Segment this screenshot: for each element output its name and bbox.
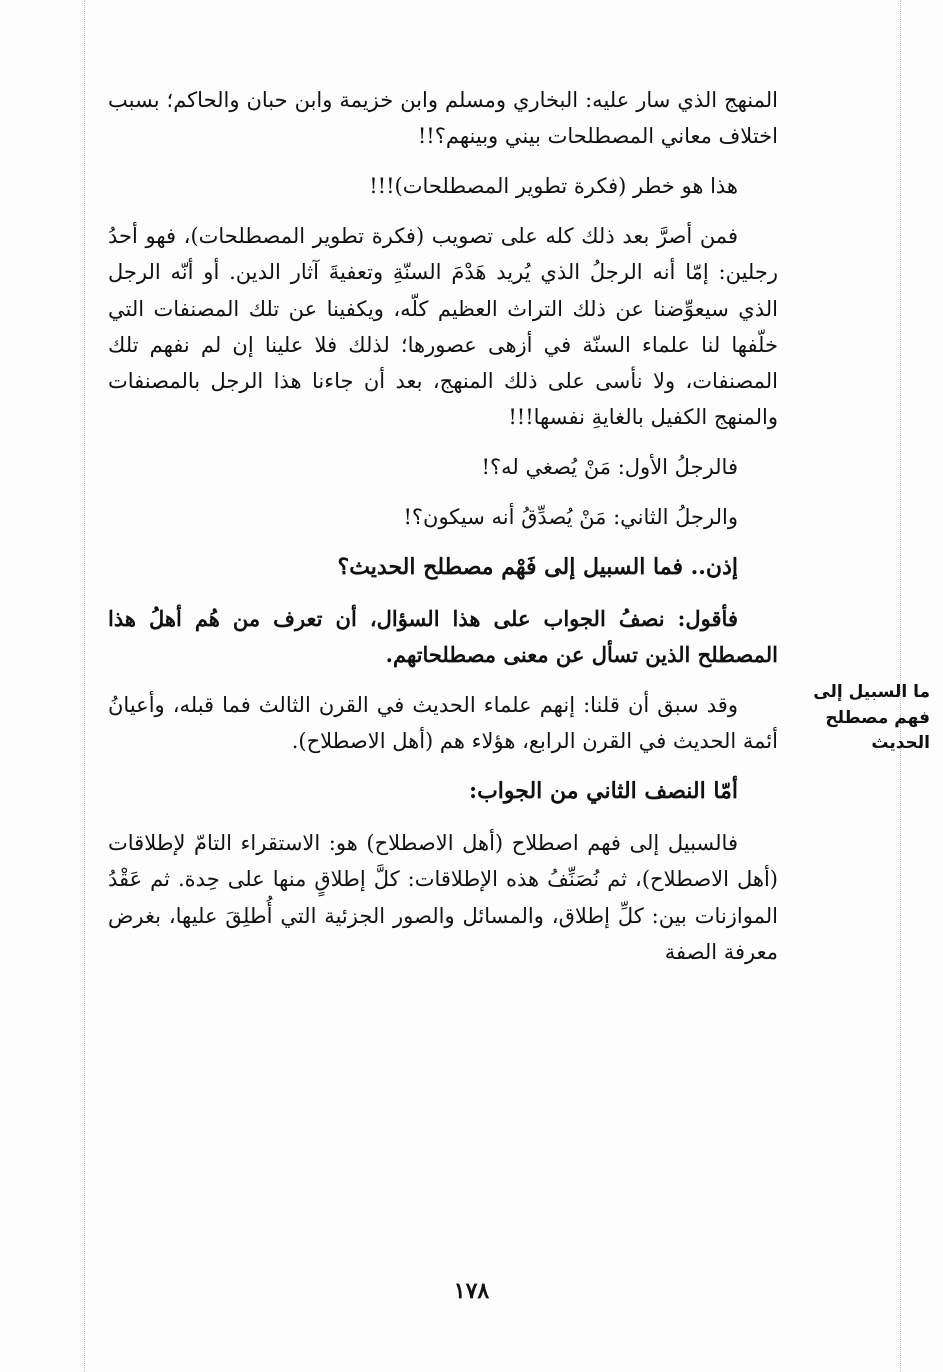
page-number: ١٧٨ [453, 1278, 490, 1304]
paragraph-scholars: وقد سبق أن قلنا: إنهم علماء الحديث في القرن الثالث فما قبله، وأعيانُ أئمة الحديث في القرن الرابع، هؤلاء هم (أهل الاصطلاح). [108, 693, 778, 754]
paragraph-warning: هذا هو خطر (فكرة تطوير المصطلحات)!!! [369, 174, 738, 199]
paragraph-half-answer: فأقول: نصفُ الجواب على هذا السؤال، أن تعرف من هُم أهلُ هذا المصطلح الذين تسأل عن معنى مصطلحاتهم. [108, 606, 778, 668]
section-question: إذن.. فما السبيل إلى فَهْم مصطلح الحديث؟ [337, 554, 738, 581]
paragraph-first-man: فالرجلُ الأول: مَنْ يُصغي له؟! [481, 454, 738, 479]
main-text [108, 82, 778, 984]
margin-note-line: فهم مصطلح [825, 707, 930, 728]
margin-note [792, 680, 930, 757]
left-margin-rule [84, 0, 85, 1372]
margin-note-line: الحديث [871, 733, 930, 753]
paragraph-continuation: المنهج الذي سار عليه: البخاري ومسلم وابن خزيمة وابن حبان والحاكم؛ بسبب اختلاف معاني المصطلحات بيني وبينهم؟!! [108, 88, 778, 149]
paragraph-method: فالسبيل إلى فهم اصطلاح (أهل الاصطلاح) هو: الاستقراء التامّ لإطلاقات (أهل الاصطلاح)، ثم نُصَنِّفُ هذه الإطلاقات: كلَّ إطلاقٍ منها على حِدة. ثم عَقْدُ الموازنات بين: كلِّ إطلاق، والمسائل والصور الجزئية التي أُطلِقَ عليها، بغرض معرفة الصفة [108, 831, 778, 964]
section-second-half: أمّا النصف الثاني من الجواب: [468, 778, 738, 805]
paragraph-second-man: والرجلُ الثاني: مَنْ يُصدِّقُ أنه سيكون؟! [403, 505, 738, 530]
paragraph-two-men: فمن أصرَّ بعد ذلك كله على تصويب (فكرة تطوير المصطلحات)، فهو أحدُ رجلين: إمّا أنه الرجلُ الذي يُريد هَدْمَ السنّةِ وتعفيةَ آثار الدين. أو أنّه الرجل الذي سيعوِّضنا عن ذلك التراث العظيم كلّه، ويكفينا عن تلك المصنفات التي خلّفها لنا علماء السنّة في أزهى عصورها؛ لذلك فلا علينا إن لم نفهم تلك المصنفات، ولا نأسى على ذلك المنهج، بعد أن جاءنا هذا الرجل بالمصنفات والمنهج الكفيل بالغايةِ نفسها!!! [108, 224, 778, 429]
margin-note-line: ما السبيل إلى [813, 682, 930, 702]
